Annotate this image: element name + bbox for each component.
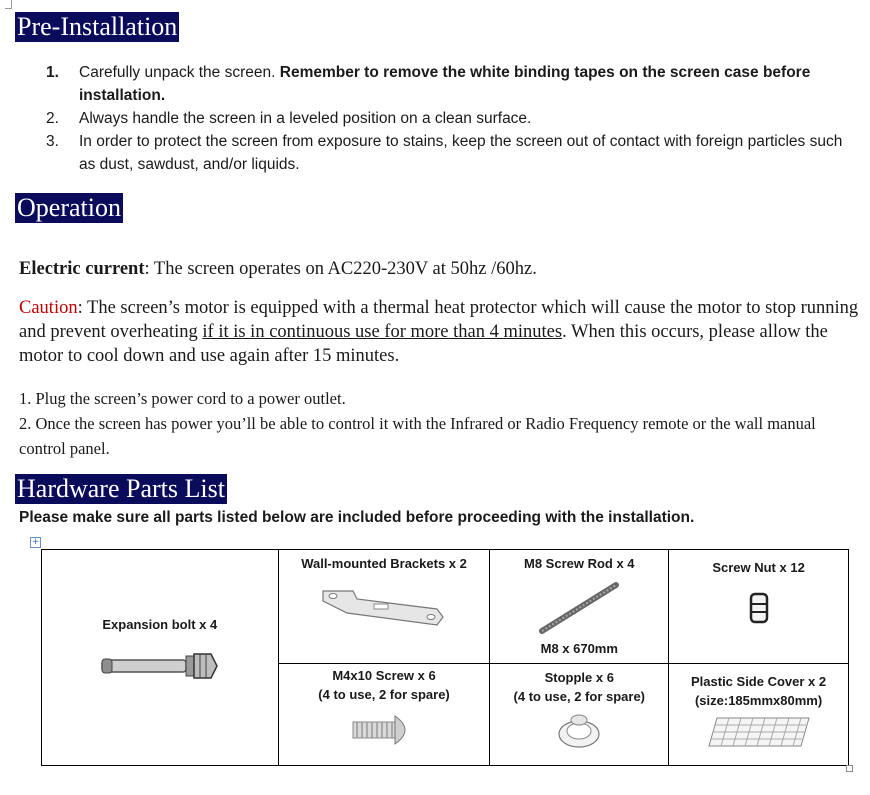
operation-steps [19,386,864,461]
part-label: M8 Screw Rod x 4 [524,556,635,571]
operation-step: 1. Plug the screen’s power cord to a power outlet. [19,389,346,408]
part-cell-screw-rod [490,550,669,664]
part-label: Expansion bolt x 4 [102,617,218,632]
list-item: 3. In order to protect the screen from exposure to stains, keep the screen out of contact with foreign particles such as dust, sawdust, and/or liquids. [46,133,843,173]
part-cell-expansion-bolt [42,550,279,766]
parts-table [41,549,849,766]
part-note: (size:185mmx80mm) [694,693,823,708]
part-cell-stopple [490,664,669,766]
part-cell-m4-screw [278,664,490,766]
pre-installation-list [44,61,854,176]
part-label: Wall-mounted Brackets x 2 [301,556,467,571]
list-item: 1. Carefully unpack the screen. Remember to remove the white binding tapes on the screen case before installation. [46,64,811,104]
screw-rod-icon [534,579,624,637]
electric-current-paragraph: Electric current: The screen operates on AC220-230V at 50hz /60hz. [19,259,537,279]
section-header-pre-installation: Pre-Installation [17,12,178,41]
part-cell-side-cover [669,664,849,766]
m4-screw-icon [351,714,417,746]
side-cover-icon [705,714,813,750]
expansion-bolt-icon [99,650,221,682]
part-cell-screw-nut [669,550,849,664]
part-label: Screw Nut x 12 [712,560,805,575]
stopple-icon [556,712,602,750]
operation-step: 2. Once the screen has power you’ll be able to control it with the Infrared or Radio Frequency remote or the wall manual control panel. [19,414,816,458]
part-label: M4x10 Screw x 6 [332,668,436,683]
part-note: (4 to use, 2 for spare) [318,687,450,702]
parts-notice: Please make sure all parts listed below are included before proceeding with the installation. [19,509,695,526]
page-margin-mark [5,0,12,9]
screw-nut-icon [748,591,770,625]
table-move-handle-icon[interactable]: + [31,537,40,547]
part-size-label: M8 x 670mm [540,641,618,656]
section-header-hardware: Hardware Parts List [17,474,225,503]
part-note: (4 to use, 2 for spare) [513,689,646,704]
table-resize-handle[interactable] [846,765,853,772]
part-cell-brackets [278,550,490,664]
caution-paragraph: Caution: The screen’s motor is equipped with a thermal heat protector which will cause the motor to stop running and prevent overheating if it is in continuous use for more than 4 minutes. When this occurs, please allow the motor to cool down and use again after 15 minutes. [19,298,859,366]
part-label: Plastic Side Cover x 2 [691,674,827,689]
section-header-operation: Operation [17,193,121,222]
list-item: 2. Always handle the screen in a leveled position on a clean surface. [46,110,532,127]
bracket-icon [319,587,449,627]
part-label: Stopple x 6 [544,670,614,685]
